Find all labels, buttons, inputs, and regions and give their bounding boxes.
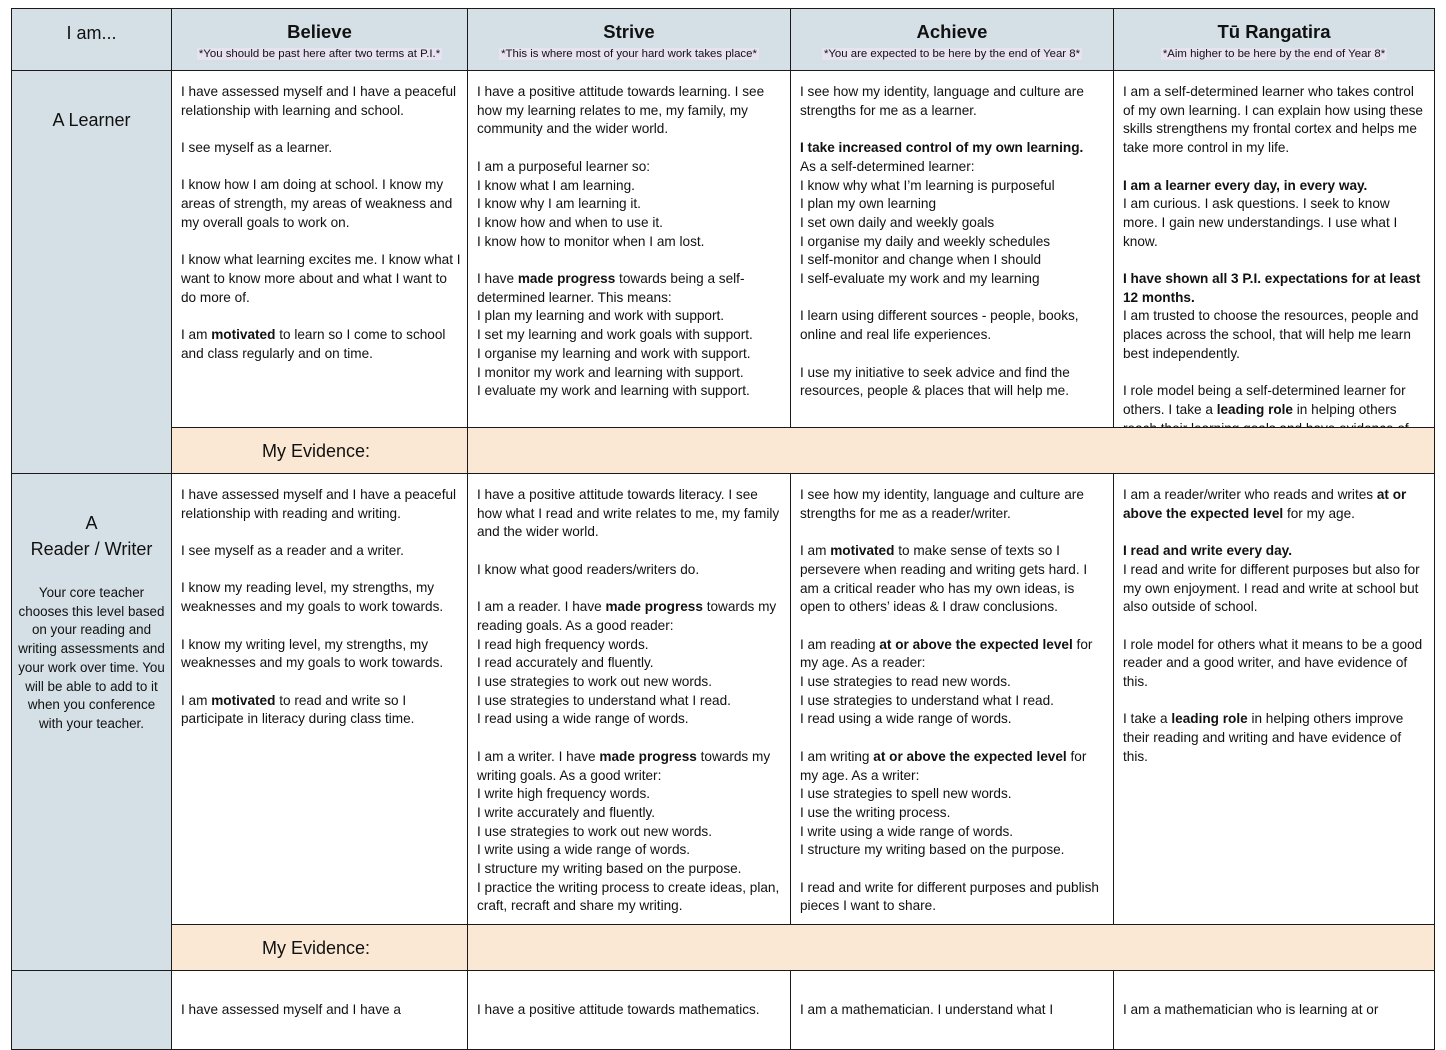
header-believe — [171, 8, 468, 71]
cell-text: I use my initiative to seek advice and find the resources, people & places that will help me. — [800, 364, 1070, 399]
cell-text: I know what I am learning. — [477, 177, 635, 193]
cell-text: I write using a wide range of words. — [800, 823, 1014, 839]
column-title: Strive — [603, 21, 655, 42]
cell-text: I use strategies to read new words. — [800, 674, 1011, 689]
cell-text: I read accurately and fluently. — [477, 655, 654, 671]
cell-text: I am a self-determined learner who takes control of my own learning. I can explain how using these skills strengthens my frontal cortex and helps me take more control in my life. — [1123, 84, 1423, 156]
header-achieve — [790, 8, 1114, 71]
column-note: *This is where most of your hard work takes place* — [501, 48, 757, 60]
cell-math-tu-rangatira — [1113, 970, 1435, 1050]
column-note: *You are expected to be here by the end of Year 8* — [823, 48, 1081, 60]
cell-text: I read using a wide range of words. — [800, 711, 1012, 727]
cell-text: I monitor my work and learning with support. — [477, 364, 744, 380]
cell-text: I am a reader. I have made progress towards my reading goals. As a good reader: — [477, 599, 777, 633]
column-title: Believe — [287, 21, 352, 42]
cell-text: I know what good readers/writers do. — [477, 561, 700, 577]
cell-text: I read and write for different purposes and publish pieces I want to share. — [800, 879, 1099, 914]
cell-math-believe — [171, 970, 468, 1050]
cell-learner-achieve — [790, 70, 1114, 428]
cell-text: I practice the writing process to create ideas, plan, craft, recraft and share my writing. — [477, 879, 780, 914]
cell-text: I use strategies to understand what I read. — [800, 692, 1054, 708]
cell-text: I have a positive attitude towards mathematics. — [477, 1002, 760, 1017]
cell-text: I am trusted to choose the resources, people and places across the school, that will help me learn best independently. — [1123, 308, 1419, 361]
evidence-input-learner[interactable] — [467, 427, 1435, 474]
cell-text: I role model for others what it means to be a good reader and a good writer, and have evidence of this. — [1123, 636, 1423, 689]
cell-text: I am a purposeful learner so: — [477, 158, 651, 174]
cell-text: As a self-determined learner: — [800, 158, 975, 174]
cell-text: I write high frequency words. — [477, 786, 651, 802]
evidence-label-cell-reader — [171, 924, 468, 971]
cell-reader-believe — [171, 473, 468, 925]
cell-text: I self-monitor and change when I should — [800, 252, 1042, 268]
column-title: Tū Rangatira — [1217, 21, 1331, 42]
header-strive — [467, 8, 791, 71]
cell-text: I plan my learning and work with support. — [477, 308, 725, 324]
cell-text: I have assessed myself and I have a — [181, 1002, 401, 1017]
row-label-learner — [11, 70, 172, 474]
cell-text: I am writing at or above the expected level for my age. As a writer: — [800, 748, 1087, 783]
cell-text: I organise my daily and weekly schedules — [800, 233, 1051, 249]
cell-math-achieve — [790, 970, 1114, 1050]
cell-text: I role model being a self-determined learner for others. I take a leading role in helping others — [1123, 383, 1406, 417]
cell-text: I am a mathematician. I understand what I — [800, 1002, 1054, 1017]
cell-text: I take increased control of my own learning. — [800, 140, 1084, 156]
cell-text: I see how my identity, language and culture are strengths for me as a learner. — [800, 84, 1084, 118]
cell-text: I evaluate my work and learning with support. — [477, 383, 750, 399]
column-note: *Aim higher to be here by the end of Year 8* — [1162, 48, 1386, 60]
cell-text: I learn using different sources - people, books, online and real life experiences. — [800, 308, 1079, 343]
cell-text: I set own daily and weekly goals — [800, 214, 995, 230]
cell-text: I know why what I’m learning is purposeful — [800, 177, 1055, 193]
cell-text: I am a learner every day, in every way. — [1123, 177, 1368, 193]
cell-text: I am curious. I ask questions. I seek to know more. I gain new understandings. I use what I know. — [1123, 196, 1398, 249]
cell-text: I have made progress towards being a self-determined learner. This means: — [477, 271, 745, 305]
corner-label: I am... — [66, 23, 117, 43]
cell-text: I read high frequency words. — [477, 636, 649, 652]
cell-text: I know my reading level, my strengths, my weaknesses and my goals to work towards. — [181, 580, 444, 615]
cell-text: I see myself as a learner. — [181, 140, 333, 156]
cell-text: I plan my own learning — [800, 196, 937, 212]
evidence-label: My Evidence: — [262, 441, 371, 461]
cell-text: I know how and when to use it. — [477, 214, 663, 230]
cell-text: I write using a wide range of words. — [477, 842, 691, 858]
row-title: A Learner — [52, 110, 131, 130]
cell-text: I see myself as a reader and a writer. — [181, 543, 404, 559]
cell-text: I structure my writing based on the purpose. — [477, 861, 742, 877]
evidence-input-reader[interactable] — [467, 924, 1435, 971]
cell-text: I use the writing process. — [800, 804, 951, 820]
cell-reader-achieve — [790, 473, 1114, 925]
column-title: Achieve — [916, 21, 988, 42]
cell-learner-strive — [467, 70, 791, 428]
cell-learner-tu-rangatira — [1113, 70, 1435, 428]
evidence-label-cell-learner — [171, 427, 468, 474]
cell-text: I write accurately and fluently. — [477, 804, 656, 820]
cell-text: I read using a wide range of words. — [477, 711, 689, 727]
row-title-line1: A — [85, 513, 98, 533]
cell-text: I use strategies to work out new words. — [477, 674, 712, 689]
cell-text: I use strategies to spell new words. — [800, 786, 1012, 802]
cell-text: I use strategies to work out new words. — [477, 823, 712, 839]
cell-text: I have a positive attitude towards literacy. I see how what I read and write relates to me, my family and the wider world. — [477, 487, 780, 540]
cell-text: I am a mathematician who is learning at or — [1123, 1002, 1379, 1017]
cell-text: I am a reader/writer who reads and writes at or above the expected level for my age. — [1123, 487, 1407, 521]
cell-text: I have assessed myself and I have a peaceful relationship with reading and writing. — [181, 487, 457, 521]
cell-text: I am motivated to learn so I come to school and class regularly and on time. — [181, 327, 446, 361]
cell-text: I have shown all 3 P.I. expectations for at least 12 months. — [1123, 271, 1421, 305]
cell-text: I take a leading role in helping others improve their reading and writing and have evidence of this. — [1123, 711, 1404, 764]
row-label-reader-writer — [11, 473, 172, 971]
cell-text: I set my learning and work goals with support. — [477, 327, 753, 343]
cell-reader-tu-rangatira — [1113, 473, 1435, 925]
row-title-line2: Reader / Writer — [30, 539, 153, 559]
cell-text: I self-evaluate my work and my learning — [800, 271, 1040, 287]
cell-learner-believe — [171, 70, 468, 428]
cell-text: I see how my identity, language and culture are strengths for me as a reader/writer. — [800, 487, 1084, 521]
evidence-label: My Evidence: — [262, 938, 371, 958]
cell-text: I know why I am learning it. — [477, 196, 641, 212]
cell-text: I organise my learning and work with support. — [477, 345, 751, 361]
row-note: Your core teacher chooses this level based on your reading and writing assessments and your work over time. You will be able to add to it when you conference with your teacher. — [18, 585, 165, 731]
cell-text: I am motivated to make sense of texts so I persevere when reading and writing gets hard. I am a critical reader who has my own ideas, is open to others’ ideas & I draw conclusions. — [800, 543, 1088, 615]
row-label-mathematician — [11, 970, 172, 1050]
cell-text: I am motivated to read and write so I participate in literacy during class time. — [181, 692, 415, 727]
cell-math-strive — [467, 970, 791, 1050]
cell-text: I read and write for different purposes but also for my own enjoyment. I read and write at school but also outside of school. — [1123, 561, 1420, 615]
cell-text: I read and write every day. — [1123, 543, 1292, 559]
header-tu-rangatira — [1113, 8, 1435, 71]
cell-text: I know how I am doing at school. I know my areas of strength, my areas of weakness and my overall goals to work on. — [181, 177, 453, 230]
header-corner — [11, 8, 172, 71]
cell-text: I am reading at or above the expected level for my age. As a reader: — [800, 636, 1093, 671]
cell-text: I use strategies to understand what I read. — [477, 692, 731, 708]
cell-text: I know what learning excites me. I know what I want to know more about and what I want to do more of. — [181, 252, 461, 305]
cell-text: I am a writer. I have made progress towards my writing goals. As a good writer: — [477, 748, 771, 783]
cell-text: I structure my writing based on the purpose. — [800, 842, 1065, 858]
cell-text: I know how to monitor when I am lost. — [477, 233, 705, 249]
cell-reader-strive — [467, 473, 791, 925]
column-note: *You should be past here after two terms at P.I.* — [198, 48, 441, 60]
progress-rubric-table — [11, 8, 1435, 1048]
cell-text: I have a positive attitude towards learning. I see how my learning relates to me, my family, my community and the wider world. — [477, 84, 765, 137]
cell-text: I know my writing level, my strengths, my weaknesses and my goals to work towards. — [181, 636, 444, 671]
cell-text: I have assessed myself and I have a peaceful relationship with learning and school. — [181, 84, 457, 118]
